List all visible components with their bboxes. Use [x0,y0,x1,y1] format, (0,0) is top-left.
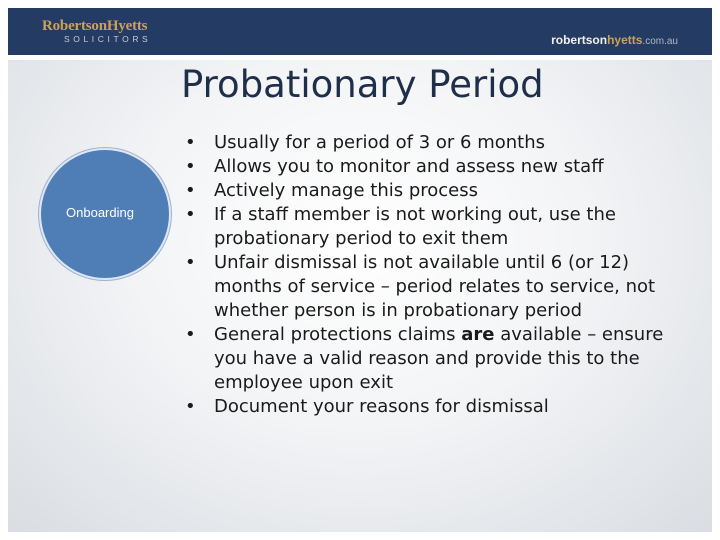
website-url [551,33,678,49]
bullet-text-end: available – ensure you have a valid reason and provide this to the employee upon exit [214,324,664,393]
bullet-list [184,131,684,419]
logo-wordmark: RobertsonHyetts [42,18,148,34]
bullet-text-bold: are [461,324,495,345]
bullet-item: • Allows you to monitor and assess new staff [184,155,684,179]
bullet-item: • Unfair dismissal is not available until 6 (or 12) months of service – period relates to service, not whether person is in probationary period [184,251,684,323]
firm-logo [42,18,162,44]
bullet-text-start: General protections claims [214,324,462,345]
slide-title: Probationary Period [181,63,544,106]
bullet-item: • Usually for a period of 3 or 6 months [184,131,684,155]
bullet-item [184,323,684,395]
url-part-hyetts: hyetts [607,33,643,47]
url-part-domain: .com.au [642,36,678,47]
bullet-item: • If a staff member is not working out, use the probationary period to exit them [184,203,684,251]
bullet-item: • Document your reasons for dismissal [184,395,684,419]
circle-label: Onboarding [66,204,134,220]
logo-subtitle: SOLICITORS [64,34,152,44]
bullet-item: • Actively manage this process [184,179,684,203]
onboarding-circle [39,148,171,280]
url-part-robertson: robertson [551,33,608,47]
